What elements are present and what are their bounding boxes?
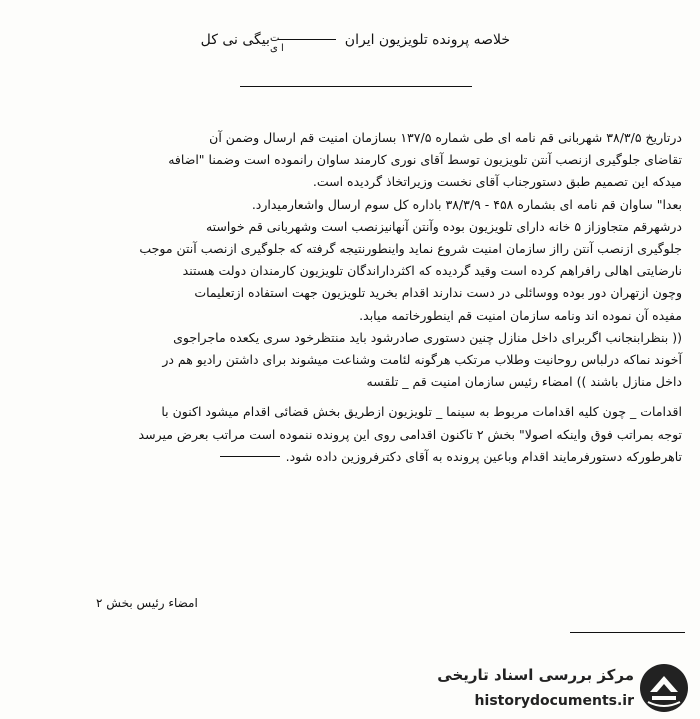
body-line: میدکه این تصمیم طبق دستورجناب آقای نخست وزیراتخاذ گردیده است.	[312, 174, 682, 190]
header-marks: ت ا ی	[270, 33, 284, 54]
body-line: وچون ازتهران دور بوده ووسائلی در دست ندارند اقدام بخرید تلویزیون جهت استفاده ازتعلیمات	[194, 285, 682, 301]
header-underline	[240, 86, 472, 87]
body-line-text: تاهرطورکه دستورفرمایند اقدام وباعین پرونده به آقای دکترفروزین داده شود.	[285, 448, 682, 464]
body-line: آخوند نماکه درلباس روحانیت وطلاب مرتکب هرگونه لئامت وشناعت میشوند برای داشتن رادیو هم در	[162, 352, 682, 368]
signature-line: امضاء رئیس بخش ۲	[96, 596, 198, 610]
body-line: اقدامات _ چون کلیه اقدامات مربوط به سینما _ تلویزیون ازطریق بخش قضائی اقدام میشود اکنون با	[161, 404, 682, 420]
watermark-logo	[430, 660, 692, 718]
body-line: بعدا" ساوان قم نامه ای بشماره ۴۵۸ - ۳۸/۳/۹ باداره کل سوم ارسال واشعارمیدارد.	[251, 196, 682, 212]
body-line: داخل منازل باشند )) امضاء رئیس سازمان امنیت قم _ تلقسه	[366, 374, 682, 390]
header-title-secondary: بیگی نی کل	[200, 32, 270, 48]
document-body	[22, 127, 682, 468]
document-header	[150, 30, 510, 50]
bottom-rule	[570, 632, 685, 633]
header-title: خلاصه پرونده تلویزیون ایران	[344, 32, 510, 48]
body-line: درتاریخ ۳۸/۳/۵ شهربانی قم نامه ای طی شماره ۱۳۷/۵ بسازمان امنیت قم ارسال وضمن آن	[209, 130, 682, 145]
trailing-dash	[220, 456, 280, 457]
body-line: توجه بمراتب فوق واینکه اصولا" بخش ۲ تاکنون اقدامی روی این پرونده ننموده است مراتب بعرض میرسد	[138, 426, 682, 442]
body-line: تقاضای جلوگیری ازنصب آنتن تلویزیون توسط آقای نوری کارمند ساوان رانموده است وضمنا "اضافه	[168, 152, 682, 168]
body-line: مفیده آن نموده اند ونامه سازمان امنیت قم اینطورخاتمه میابد.	[359, 307, 682, 323]
header-dash	[278, 39, 336, 40]
body-line: درشهرقم متجاوزاز ۵ خانه دارای تلویزیون بوده وآنتن آنهانیزنصب است وشهربانی قم خواسته	[205, 218, 682, 234]
body-line: (( بنظرابنجانب اگربرای داخل منازل چنین دستوری صادرشود باید منتظرخود سری یکعده ماجراجوی	[173, 329, 682, 345]
body-line: جلوگیری ازنصب آنتن رااز سازمان امنیت شروع نماید واینطورنتیجه گرفته که جلوگیری ازنصب آنتن موجب	[139, 241, 682, 257]
archive-emblem-icon	[638, 662, 690, 714]
body-line: نارضایتی اهالی رافراهم کرده است وقید گردیده که اکثرداراندگان تلویزیون کارمندان دولت هستند	[182, 263, 682, 279]
logo-name: مرکز بررسی اسناد تاریخی	[437, 666, 634, 684]
body-line-last	[22, 446, 682, 468]
logo-url: historydocuments.ir	[474, 693, 634, 709]
